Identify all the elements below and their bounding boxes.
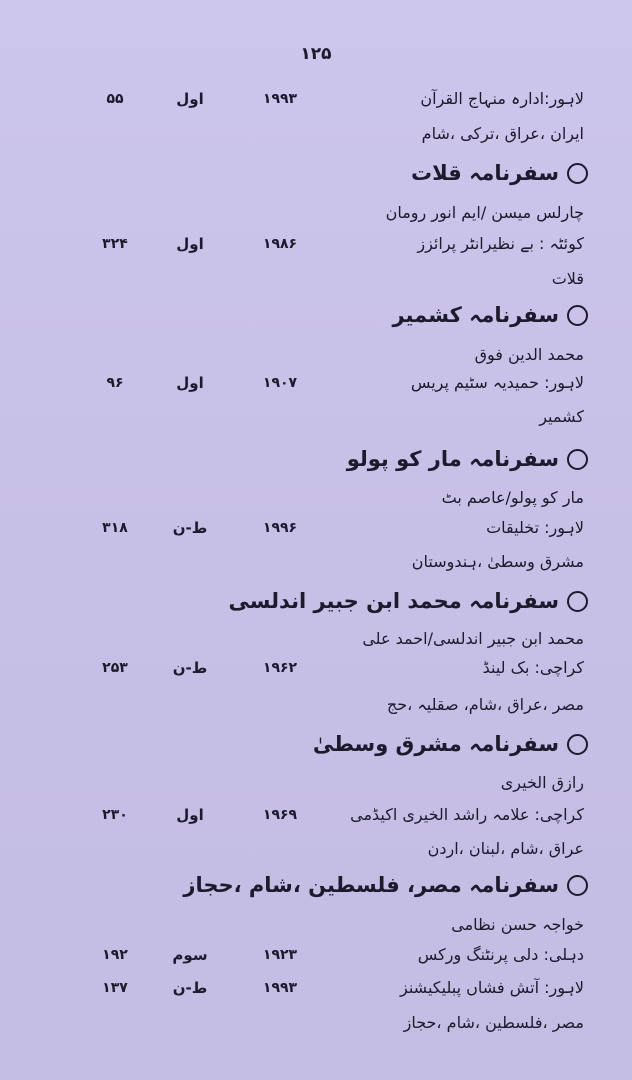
author: چارلس میسن /ایم انور رومان [385, 203, 584, 222]
entry-heading [0, 444, 632, 474]
publisher: کراچی: بک لینڈ [482, 658, 584, 677]
publisher: کوئٹہ : بے نظیرانٹر پرائزز [417, 234, 584, 253]
author-row [0, 768, 632, 798]
places: ایران ،عراق ،ترکی ،شام [421, 124, 584, 143]
places-row [0, 1008, 632, 1038]
year: ۱۹۹۳ [262, 91, 298, 107]
page-count: ۹۶ [106, 375, 124, 391]
page-count: ۱۹۲ [102, 947, 128, 963]
author-row [0, 910, 632, 940]
places: مشرق وسطیٰ ،ہندوستان [411, 552, 584, 571]
author-row [0, 624, 632, 654]
entry-title: سفرنامہ قلات [410, 161, 559, 185]
edition: اول [176, 90, 204, 108]
page-count: ۲۳۰ [102, 807, 128, 823]
places-row [0, 264, 632, 294]
publication-row [0, 368, 632, 398]
author: محمد ابن جبیر اندلسی/احمد علی [362, 629, 584, 648]
publication-row [0, 513, 632, 543]
publisher: کراچی: علامہ راشد الخیری اکیڈمی [350, 805, 584, 824]
entry-title: سفرنامہ مشرق وسطیٰ [312, 732, 559, 756]
places: مصر ،عراق ،شام، صقلیہ ،حج [386, 695, 584, 714]
publisher: لاہور: حمیدیہ سٹیم پریس [410, 373, 584, 392]
author: رازق الخیری [500, 773, 584, 792]
publisher: لاہور: آتش فشاں پبلیکیشنز [400, 978, 584, 997]
edition: اول [176, 235, 204, 253]
author-row [0, 198, 632, 228]
bullet-circle-icon [567, 305, 588, 326]
edition: سوم [172, 946, 208, 964]
places-row [0, 690, 632, 720]
page-count: ۲۵۳ [102, 660, 128, 676]
publication-row [0, 84, 632, 114]
places: کشمیر [539, 407, 584, 426]
edition: ط-ن [172, 659, 208, 677]
year: ۱۹۹۶ [262, 520, 298, 536]
publication-row [0, 653, 632, 683]
year: ۱۹۰۷ [262, 375, 298, 391]
author-row [0, 340, 632, 370]
places: مصر ،فلسطین ،شام ،حجاز [403, 1013, 584, 1032]
edition: اول [176, 374, 204, 392]
entry-title: سفرنامہ محمد ابن جبیر اندلسی [228, 589, 559, 613]
page-count: ۳۲۴ [102, 236, 128, 252]
bullet-circle-icon [567, 591, 588, 612]
publication-row [0, 800, 632, 830]
entry-title: سفرنامہ مصر، فلسطین ،شام ،حجاز [183, 873, 559, 897]
author: محمد الدین فوق [474, 345, 584, 364]
places-row [0, 402, 632, 432]
bullet-circle-icon [567, 449, 588, 470]
author: مار کو پولو/عاصم بٹ [441, 488, 584, 507]
entry-heading [0, 586, 632, 616]
entry-heading [0, 870, 632, 900]
publication-row [0, 973, 632, 1003]
author-row [0, 483, 632, 513]
year: ۱۹۶۲ [262, 660, 298, 676]
places: عراق ،شام ،لبنان ،اردن [427, 839, 584, 858]
places-row [0, 834, 632, 864]
publisher: لاہور:ادارہ منہاج القرآن [420, 89, 584, 108]
year: ۱۹۸۶ [262, 236, 298, 252]
bullet-circle-icon [567, 875, 588, 896]
year: ۱۹۲۳ [262, 947, 298, 963]
places-row [0, 119, 632, 149]
edition: ط-ن [172, 979, 208, 997]
entry-title: سفرنامہ مار کو پولو [346, 447, 559, 471]
publication-row [0, 229, 632, 259]
places: قلات [551, 269, 584, 288]
year: ۱۹۶۹ [262, 807, 298, 823]
edition: اول [176, 806, 204, 824]
edition: ط-ن [172, 519, 208, 537]
publisher: دہلی: دلی پرنٹنگ ورکس [417, 945, 584, 964]
publisher: لاہور: تخلیقات [486, 518, 584, 537]
page-count: ۵۵ [106, 91, 124, 107]
entry-heading [0, 729, 632, 759]
author: خواجہ حسن نظامی [451, 915, 584, 934]
entry-heading [0, 300, 632, 330]
year: ۱۹۹۳ [262, 980, 298, 996]
entry-heading [0, 158, 632, 188]
entry-title: سفرنامہ کشمیر [392, 303, 559, 327]
publication-row [0, 940, 632, 970]
bullet-circle-icon [567, 163, 588, 184]
page-count: ۱۳۷ [102, 980, 128, 996]
page-number: ۱۲۵ [300, 44, 332, 64]
bullet-circle-icon [567, 734, 588, 755]
page-count: ۳۱۸ [102, 520, 128, 536]
places-row [0, 547, 632, 577]
